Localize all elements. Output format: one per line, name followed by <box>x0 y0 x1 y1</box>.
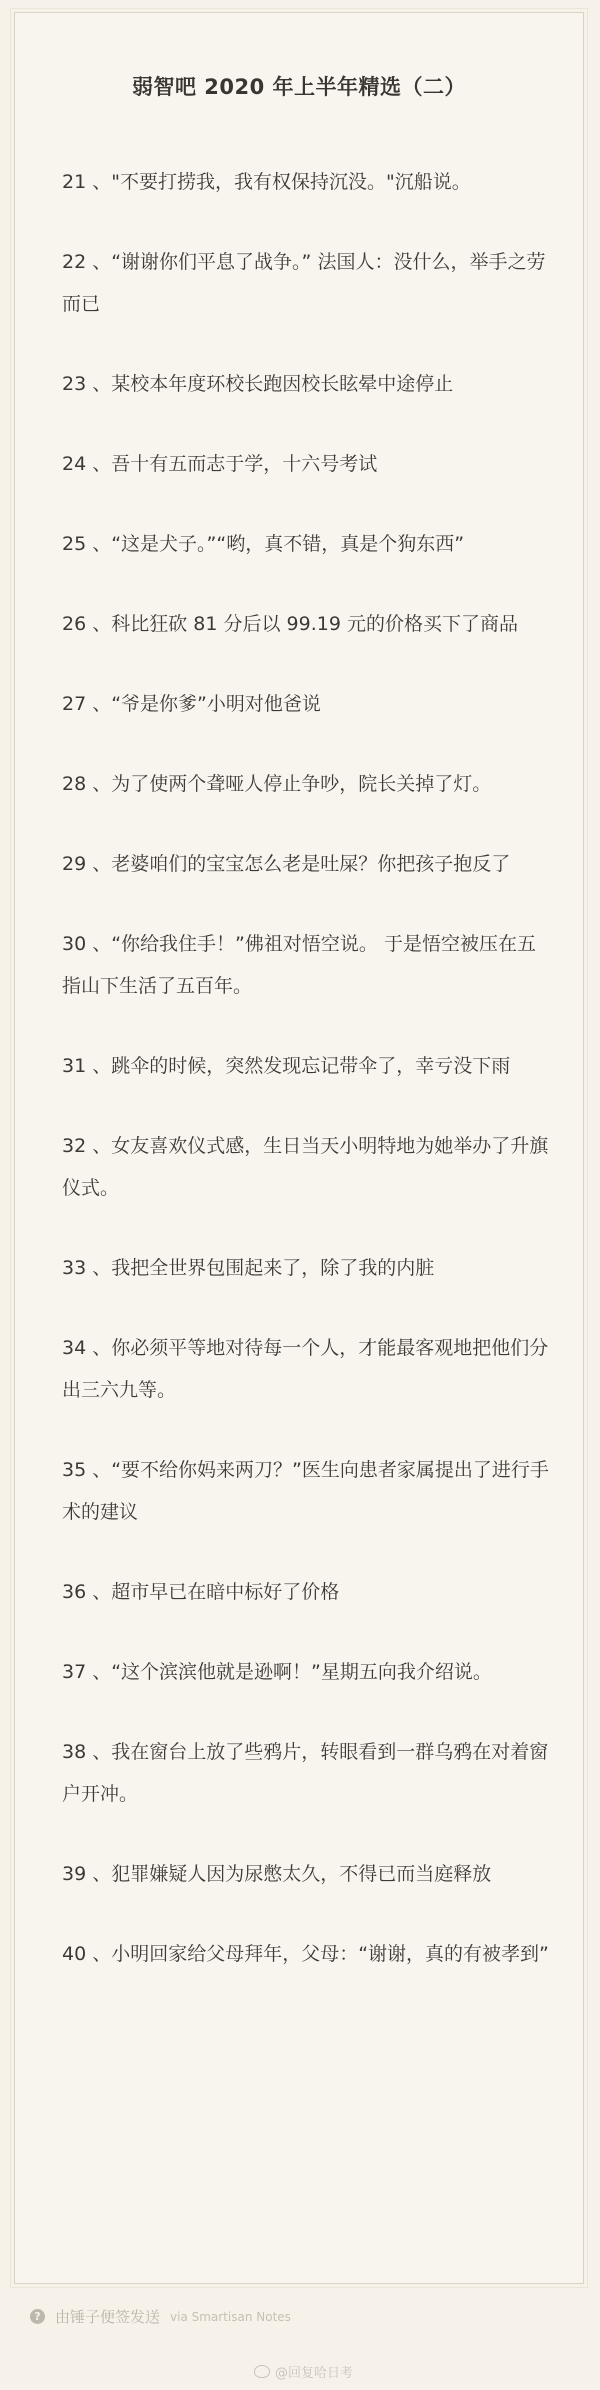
footer-bar <box>30 2306 291 2327</box>
note-card <box>14 12 584 2284</box>
help-icon[interactable]: ? <box>30 2309 45 2324</box>
footer-sub: via Smartisan Notes <box>170 2309 291 2324</box>
entry-item: 35 、“要不给你妈来两刀？”医生向患者家属提出了进行手术的建议 <box>62 1459 549 1523</box>
entry-item: 32 、女友喜欢仪式感，生日当天小明特地为她举办了升旗仪式。 <box>62 1135 549 1199</box>
entry-item: 25 、“这是犬子。”“哟，真不错，真是个狗东西” <box>62 533 465 555</box>
entry-item: 22 、“谢谢你们平息了战争。” 法国人：没什么，举手之劳而已 <box>62 251 546 315</box>
note-title: 弱智吧 2020 年上半年精选（二） <box>131 75 467 99</box>
entry-list <box>62 161 552 2013</box>
entry-item: 31 、跳伞的时候，突然发现忘记带伞了，幸亏没下雨 <box>62 1055 511 1077</box>
entry-item: 30 、“你给我住手！”佛祖对悟空说。 于是悟空被压在五指山下生活了五百年。 <box>62 933 536 997</box>
entry-item: 34 、你必须平等地对待每一个人，才能最客观地把他们分出三六九等。 <box>62 1337 549 1401</box>
entry-item: 29 、老婆咱们的宝宝怎么老是吐屎？你把孩子抱反了 <box>62 853 511 875</box>
entry-item: 21 、"不要打捞我，我有权保持沉没。"沉船说。 <box>62 171 471 193</box>
entry-item: 27 、“爷是你爹”小明对他爸说 <box>62 693 321 715</box>
entry-item: 37 、“这个滨滨他就是逊啊！”星期五向我介绍说。 <box>62 1661 492 1683</box>
entry-item: 26 、科比狂砍 81 分后以 99.19 元的价格买下了商品 <box>62 613 518 635</box>
entry-item: 33 、我把全世界包围起来了，除了我的内脏 <box>62 1257 435 1279</box>
entry-item: 39 、犯罪嫌疑人因为尿憋太久，不得已而当庭释放 <box>62 1863 492 1885</box>
entry-item: 38 、我在窗台上放了些鸦片，转眼看到一群乌鸦在对着窗户开冲。 <box>62 1741 549 1805</box>
entry-item: 28 、为了使两个聋哑人停止争吵，院长关掉了灯。 <box>62 773 492 795</box>
entry-item: 36 、超市早已在暗中标好了价格 <box>62 1581 340 1603</box>
entry-item: 23 、某校本年度环校长跑因校长眩晕中途停止 <box>62 373 454 395</box>
entry-item: 40 、小明回家给父母拜年，父母：“谢谢，真的有被孝到” <box>62 1943 549 1965</box>
watermark <box>254 2362 353 2381</box>
footer-text: 由锤子便签发送 <box>55 2308 161 2326</box>
entry-item: 24 、吾十有五而志于学，十六号考试 <box>62 453 378 475</box>
watermark-text: @回复哈日考 <box>275 2366 354 2381</box>
weibo-icon <box>254 2365 270 2378</box>
